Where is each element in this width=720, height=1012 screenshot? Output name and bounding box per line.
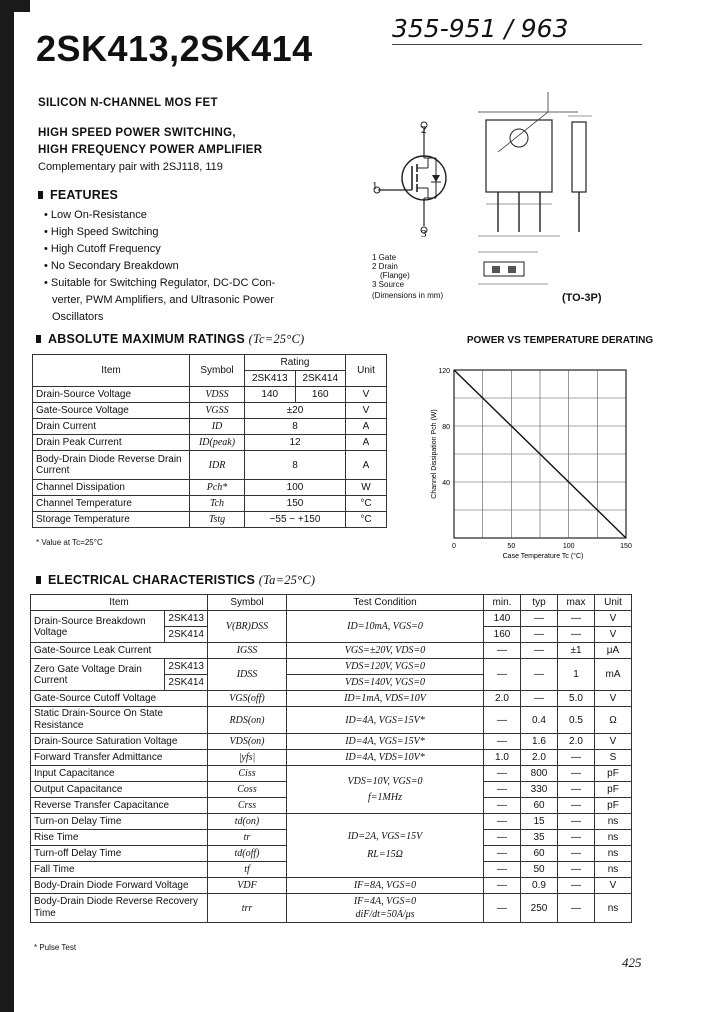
table-row: Turn-off Delay Time td(off) — 60 — ns xyxy=(31,846,632,862)
dimensions-note: (Dimensions in mm) xyxy=(372,291,444,300)
chart-ylabel: Channel Dissipation Pch (W) xyxy=(431,409,438,499)
y-tick-label: 80 xyxy=(442,424,450,431)
scan-edge-left xyxy=(0,0,14,1012)
x-tick-label: 100 xyxy=(562,543,575,550)
col-header: min. xyxy=(484,595,521,611)
table-row: Zero Gate Voltage Drain Current 2SK413 IDSS VDS=120V, VGS=0 — — 1 mA xyxy=(31,659,632,675)
application-2: HIGH FREQUENCY POWER AMPLIFIER xyxy=(38,144,263,156)
table-row: 2SK414 VDS=140V, VGS=0 xyxy=(31,675,632,691)
y-tick-label: 40 xyxy=(442,480,450,487)
y-tick-label: 120 xyxy=(438,368,450,375)
x-tick-label: 150 xyxy=(620,543,632,550)
table-row: Body-Drain Diode Forward Voltage VDF IF=8A, VGS=0 — 0.9 — V xyxy=(31,878,632,894)
feature-item: • High Speed Switching xyxy=(44,226,159,238)
table-row: Gate-Source Voltage VGSS ±20 V xyxy=(33,403,387,419)
table-row: Body-Drain Diode Reverse Drain Current IDR 8 A xyxy=(33,451,387,480)
table-row: Input Capacitance Ciss VDS=10V, VGS=0 f=1MHz — 800 — pF xyxy=(31,766,632,782)
elec-table xyxy=(30,594,632,923)
x-tick-label: 0 xyxy=(452,543,456,550)
derating-chart xyxy=(420,364,645,564)
table-row: Drain-Source Saturation Voltage VDS(on) ID=4A, VGS=15V* — 1.6 2.0 V xyxy=(31,734,632,750)
feature-item: • Suitable for Switching Regulator, DC-DC Con- xyxy=(44,277,276,289)
table-row: Gate-Source Cutoff Voltage VGS(off) ID=1mA, VDS=10V 2.0 — 5.0 V xyxy=(31,691,632,707)
package-name: (TO-3P) xyxy=(562,292,602,304)
table-row: Output Capacitance Coss — 330 — pF xyxy=(31,782,632,798)
table-row: 2SK414 160 — — V xyxy=(31,627,632,643)
col-header: 2SK413 xyxy=(245,371,296,387)
col-header: Symbol xyxy=(190,355,245,387)
complementary-pair: Complementary pair with 2SJ118, 119 xyxy=(38,161,223,173)
pin-number-3: 3 xyxy=(421,228,427,240)
feature-item-cont: Oscillators xyxy=(52,311,104,323)
pin-number-1: 1 xyxy=(372,180,378,192)
table-row: Reverse Transfer Capacitance Crss — 60 — pF xyxy=(31,798,632,814)
application-1: HIGH SPEED POWER SWITCHING, xyxy=(38,127,236,139)
col-header: Item xyxy=(31,595,208,611)
col-header: 2SK414 xyxy=(295,371,346,387)
pin-label: 3 Source xyxy=(372,280,405,289)
table-row: Storage Temperature Tstg −55 ~ +150 °C xyxy=(33,512,387,528)
chart-ticks xyxy=(438,368,632,550)
handwritten-note: 355-951 / 963 xyxy=(392,14,569,43)
feature-item: • High Cutoff Frequency xyxy=(44,243,161,255)
col-header: Test Condition xyxy=(287,595,484,611)
chart-title: POWER VS TEMPERATURE DERATING xyxy=(466,335,654,346)
table-row: Forward Transfer Admittance |yfs| ID=4A, VDS=10V* 1.0 2.0 — S xyxy=(31,750,632,766)
abs-max-heading: ABSOLUTE MAXIMUM RATINGS (Tc=25°C) xyxy=(36,332,304,347)
elec-heading: ELECTRICAL CHARACTERISTICS (Ta=25°C) xyxy=(36,573,315,588)
col-header: Symbol xyxy=(208,595,287,611)
elec-note: * Pulse Test xyxy=(34,943,77,952)
col-header: Unit xyxy=(595,595,632,611)
pin-label: (Flange) xyxy=(380,271,410,280)
table-row: Drain Current ID 8 A xyxy=(33,419,387,435)
table-row: Turn-on Delay Time td(on) ID=2A, VGS=15V RL=15Ω — 15 — ns xyxy=(31,814,632,830)
scan-edge-top xyxy=(0,0,30,12)
handwritten-underline xyxy=(392,44,642,45)
page-number: 425 xyxy=(622,955,642,970)
table-row: Gate-Source Leak Current IGSS VGS=±20V, VDS=0 — — ±1 μA xyxy=(31,643,632,659)
col-header: typ xyxy=(521,595,558,611)
features-heading xyxy=(38,188,118,202)
abs-max-table xyxy=(32,354,387,528)
document-title: 2SK413,2SK414 xyxy=(36,28,313,69)
pin-label: 2 Drain xyxy=(372,262,398,271)
col-header: max xyxy=(558,595,595,611)
table-row: Static Drain-Source On State Resistance RDS(on) ID=4A, VGS=15V* — 0.4 0.5 Ω xyxy=(31,707,632,734)
table-row: Drain-Source Voltage VDSS 140 160 V xyxy=(33,387,387,403)
feature-item-cont: verter, PWM Amplifiers, and Ultrasonic Power xyxy=(52,294,274,306)
feature-item: • Low On-Resistance xyxy=(44,209,147,221)
col-header: Unit xyxy=(346,355,387,387)
table-row: Rise Time tr — 35 — ns xyxy=(31,830,632,846)
table-row: Body-Drain Diode Reverse Recovery Time trr IF=4A, VGS=0 diF/dt=50A/μs — 250 — ns xyxy=(31,894,632,923)
col-header: Rating xyxy=(245,355,346,371)
feature-item: • No Secondary Breakdown xyxy=(44,260,179,272)
x-tick-label: 50 xyxy=(507,543,516,550)
col-header: Item xyxy=(33,355,190,387)
table-row: Channel Dissipation Pch* 100 W xyxy=(33,480,387,496)
chart-xlabel: Case Temperature Tc (°C) xyxy=(502,553,584,560)
table-row: Drain-Source Breakdown Voltage 2SK413 V(BR)DSS ID=10mA, VGS=0 140 — — V xyxy=(31,611,632,627)
table-row: Drain Peak Current ID(peak) 12 A xyxy=(33,435,387,451)
package-outline-drawing xyxy=(468,92,618,292)
pin-number-2: 2 xyxy=(421,124,427,136)
features-title: FEATURES xyxy=(50,188,119,202)
pin-label: 1 Gate xyxy=(372,253,397,262)
table-row: Fall Time tf — 50 — ns xyxy=(31,862,632,878)
subtitle: SILICON N-CHANNEL MOS FET xyxy=(38,97,218,109)
abs-max-note: * Value at Tc=25°C xyxy=(36,538,103,547)
mosfet-symbol-icon xyxy=(368,118,468,238)
table-row: Channel Temperature Tch 150 °C xyxy=(33,496,387,512)
